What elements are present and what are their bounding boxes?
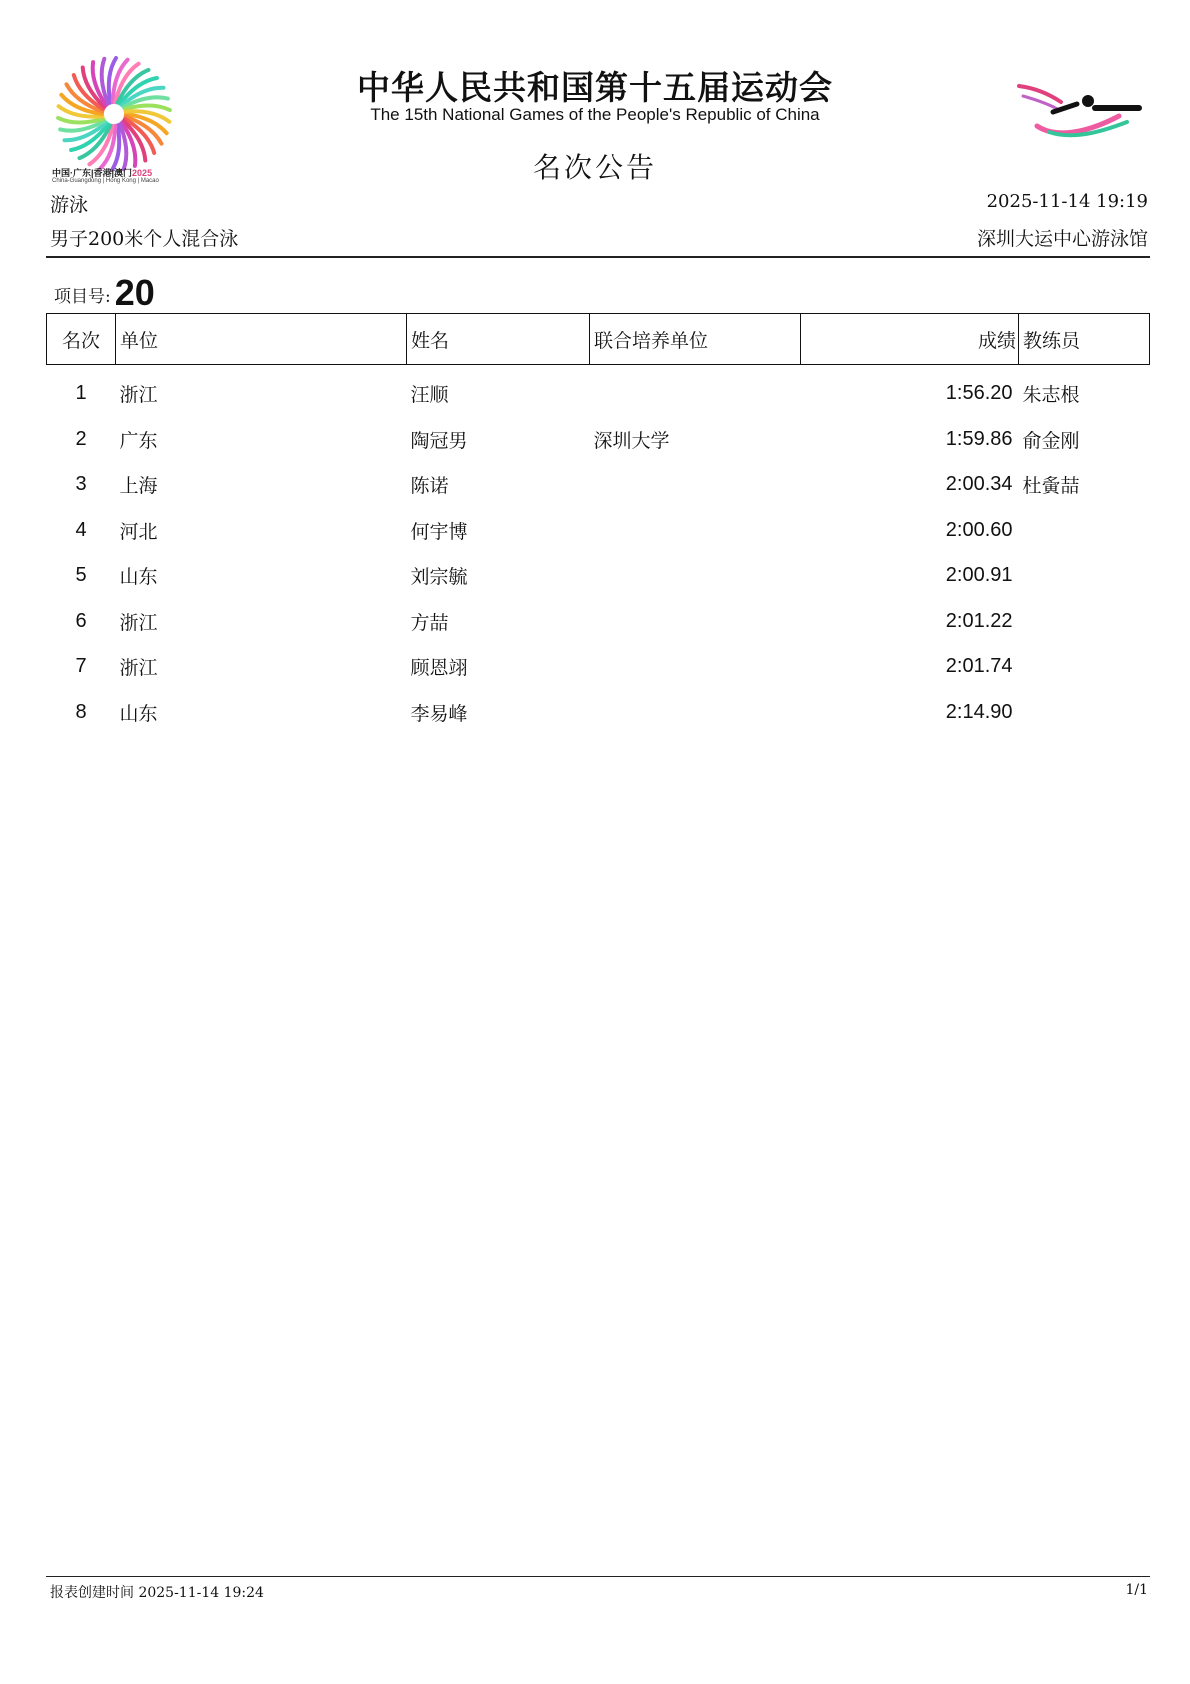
rank-cell: 6: [75, 609, 87, 632]
header-rank: 名次: [47, 314, 116, 365]
joint-unit-cell: [590, 553, 801, 599]
logo-caption: 中国·广东|香港|澳门: [52, 168, 133, 178]
rank-cell: 4: [75, 518, 87, 541]
name-cell: 何宇博: [410, 520, 468, 543]
unit-cell: 浙江: [119, 611, 158, 634]
report-created-time: 报表创建时间 2025-11-14 19:24: [50, 1585, 264, 1601]
name-cell: 汪顺: [410, 384, 449, 407]
coach-cell: 俞金刚: [1022, 429, 1080, 452]
page-number: 1/1: [1125, 1582, 1148, 1598]
score-cell: 2:00.34: [945, 473, 1013, 496]
result-row: [47, 365, 1150, 417]
joint-unit-cell: [590, 599, 801, 645]
name-cell: 方喆: [410, 611, 449, 634]
coach-cell: 朱志根: [1022, 384, 1080, 407]
games-title-cn: 中华人民共和国第十五届运动会: [357, 68, 833, 107]
name-cell: 顾恩翊: [410, 657, 468, 680]
report-datetime: 2025-11-14 19:19: [986, 191, 1148, 212]
logo-caption-en: China-Guangdong | Hong Kong | Macao: [52, 178, 159, 184]
name-cell: 李易峰: [410, 702, 468, 725]
rank-cell: 8: [75, 700, 87, 723]
score-cell: 2:01.22: [945, 609, 1013, 632]
header-name: 姓名: [407, 314, 590, 365]
result-row: [47, 690, 1150, 736]
swimming-pictogram-icon: [1015, 82, 1145, 152]
joint-unit-cell: [590, 365, 801, 417]
score-cell: 1:59.86: [945, 427, 1013, 450]
results-table: [46, 313, 1150, 735]
joint-unit-cell: [590, 462, 801, 508]
logo-year: 2025: [132, 168, 153, 178]
unit-cell: 河北: [119, 520, 158, 543]
score-cell: 1:56.20: [945, 382, 1013, 405]
venue-name: 深圳大运中心游泳馆: [976, 228, 1148, 250]
header-coach: 教练员: [1019, 314, 1150, 365]
name-cell: 陶冠男: [410, 429, 468, 452]
rank-cell: 5: [75, 564, 87, 587]
header-score: 成绩: [801, 314, 1019, 365]
unit-cell: 浙江: [119, 657, 158, 680]
event-number-label: 项目号:: [54, 287, 111, 307]
header-joint-unit: 联合培养单位: [590, 314, 801, 365]
header-unit: 单位: [116, 314, 407, 365]
coach-cell: [1019, 508, 1150, 554]
result-row: [47, 553, 1150, 599]
score-cell: 2:01.74: [945, 655, 1013, 678]
coach-cell: [1019, 553, 1150, 599]
rank-cell: 3: [75, 473, 87, 496]
joint-unit-cell: 深圳大学: [593, 429, 670, 452]
result-row: [47, 644, 1150, 690]
unit-cell: 浙江: [119, 384, 158, 407]
rank-cell: 1: [75, 382, 87, 405]
result-row: [47, 508, 1150, 554]
name-cell: 刘宗毓: [410, 566, 468, 589]
name-cell: 陈诺: [410, 475, 449, 498]
games-title-en: The 15th National Games of the People's Republic of China: [370, 105, 820, 124]
unit-cell: 广东: [119, 429, 158, 452]
rank-cell: 7: [75, 655, 87, 678]
unit-cell: 上海: [119, 475, 158, 498]
joint-unit-cell: [590, 690, 801, 736]
joint-unit-cell: [590, 644, 801, 690]
score-cell: 2:00.91: [945, 564, 1013, 587]
unit-cell: 山东: [119, 702, 158, 725]
result-row: [47, 462, 1150, 508]
score-cell: 2:00.60: [945, 518, 1013, 541]
coach-cell: [1019, 644, 1150, 690]
event-name: 男子200米个人混合泳: [50, 228, 239, 250]
coach-cell: [1019, 599, 1150, 645]
header-divider: [46, 256, 1150, 258]
result-row: [47, 599, 1150, 645]
result-row: [47, 417, 1150, 463]
event-number: [54, 272, 155, 314]
joint-unit-cell: [590, 508, 801, 554]
results-header-row: [47, 314, 1150, 365]
rank-cell: 2: [75, 427, 87, 450]
event-number-value: 20: [114, 272, 155, 313]
coach-cell: 杜夤喆: [1022, 475, 1080, 498]
document-title: 名次公告: [532, 151, 657, 184]
sport-name: 游泳: [50, 194, 89, 216]
score-cell: 2:14.90: [945, 700, 1013, 723]
coach-cell: [1019, 690, 1150, 736]
unit-cell: 山东: [119, 566, 158, 589]
footer-divider: [46, 1576, 1150, 1577]
